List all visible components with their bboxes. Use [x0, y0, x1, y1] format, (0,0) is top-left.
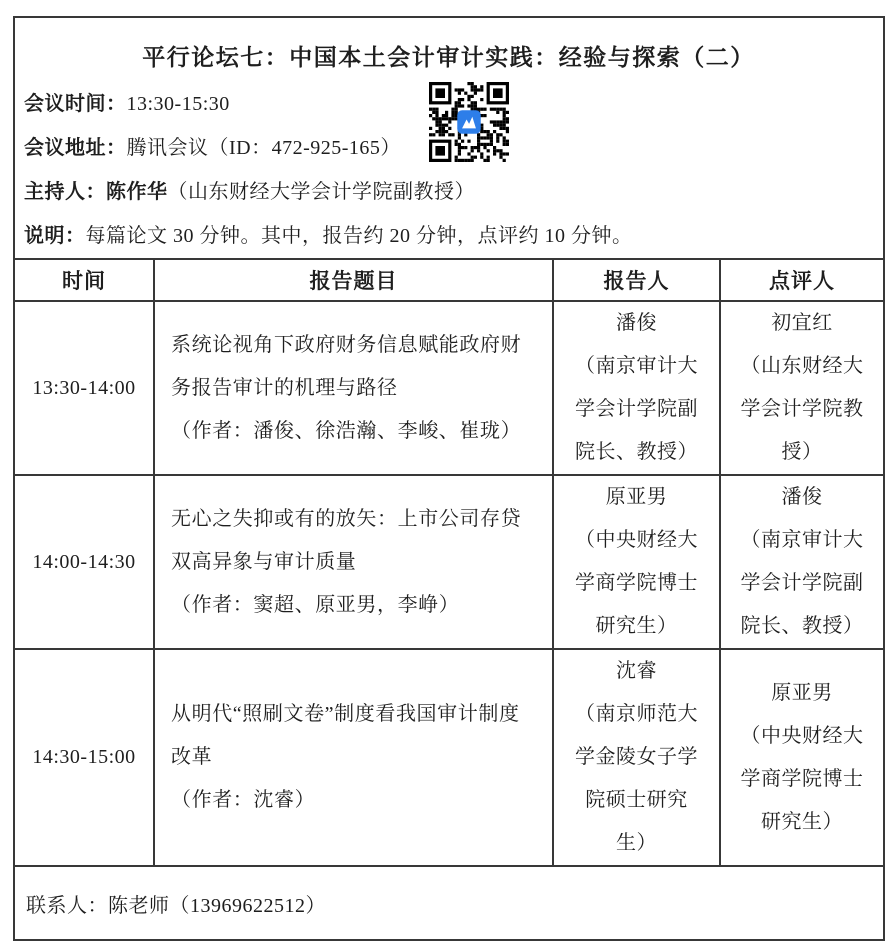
- column-header-presenter: 报告人: [553, 259, 720, 301]
- report-title-cell: [154, 649, 553, 866]
- commenter-name: 原亚男: [771, 681, 833, 704]
- report-title: 从明代“照刷文卷”制度看我国审计制度改革: [171, 703, 520, 768]
- conference-program-document: [13, 16, 885, 941]
- host-line: [24, 170, 873, 214]
- table-header-row: [14, 259, 884, 301]
- presenter-name: 原亚男: [605, 486, 668, 508]
- report-title-cell: [154, 301, 553, 475]
- presenter-name: 潘俊: [616, 312, 657, 334]
- column-header-time: 时间: [14, 259, 154, 301]
- commenter-cell: [720, 649, 884, 866]
- note-value: 每篇论文 30 分钟。其中，报告约 20 分钟，点评约 10 分钟。: [85, 225, 633, 247]
- commenter-cell: [720, 301, 884, 475]
- presenter-cell: [553, 649, 720, 866]
- time-cell: 14:00-14:30: [14, 475, 154, 649]
- commenter-name: 潘俊: [781, 486, 823, 508]
- column-header-commenter: 点评人: [720, 259, 884, 301]
- column-header-report-title: 报告题目: [154, 259, 553, 301]
- meeting-time-label: 会议时间：: [24, 93, 127, 115]
- presenter-affiliation: （中央财经大学商学院博士研究生）: [575, 529, 698, 637]
- meeting-time-value: 13:30-15:30: [126, 93, 230, 115]
- host-detail: （山东财经大学会计学院副教授）: [167, 181, 475, 203]
- time-cell: 14:30-15:00: [14, 649, 154, 866]
- document-header-cell: [14, 17, 884, 259]
- report-title: 无心之失抑或有的放矢：上市公司存贷双高异象与审计质量: [171, 507, 522, 573]
- report-authors: （作者：窦超、原亚男，李峥）: [171, 593, 460, 616]
- commenter-affiliation: （南京审计大学会计学院副院长、教授）: [740, 529, 864, 637]
- note-line: [24, 214, 873, 258]
- note-label: 说明：: [24, 225, 86, 247]
- commenter-cell: [720, 475, 884, 649]
- report-authors: （作者：潘俊、徐浩瀚、李峻、崔珑）: [171, 419, 522, 442]
- meeting-address-label: 会议地址：: [24, 137, 127, 159]
- host-label: 主持人：: [24, 181, 106, 203]
- presenter-name: 沈睿: [616, 660, 657, 682]
- presenter-affiliation: （南京师范大学金陵女子学院硕士研究生）: [575, 703, 698, 854]
- document-header: [15, 18, 883, 258]
- table-row: [14, 475, 884, 649]
- contact-row: [14, 866, 884, 940]
- page-title: 平行论坛七：中国本土会计审计实践：经验与探索（二）: [142, 45, 755, 70]
- time-cell: 13:30-14:00: [14, 301, 154, 475]
- presenter-affiliation: （南京审计大学会计学院副院长、教授）: [575, 355, 698, 463]
- qr-code-image: [429, 82, 509, 162]
- host-name: 陈作华: [106, 181, 168, 203]
- meeting-address-value: 腾讯会议（ID：472-925-165）: [126, 137, 401, 159]
- report-title-cell: [154, 475, 553, 649]
- presenter-cell: [553, 301, 720, 475]
- report-authors: （作者：沈睿）: [171, 789, 316, 811]
- commenter-affiliation: （中央财经大学商学院博士研究生）: [740, 724, 864, 833]
- presenter-cell: [553, 475, 720, 649]
- document-header-row: [14, 17, 884, 259]
- table-row: [14, 301, 884, 475]
- report-title: 系统论视角下政府财务信息赋能政府财务报告审计的机理与路径: [171, 333, 522, 399]
- commenter-affiliation: （山东财经大学会计学院教授）: [740, 355, 864, 463]
- commenter-name: 初宜红: [771, 312, 833, 334]
- table-row: [14, 649, 884, 866]
- contact-line: 联系人：陈老师（13969622512）: [14, 866, 884, 940]
